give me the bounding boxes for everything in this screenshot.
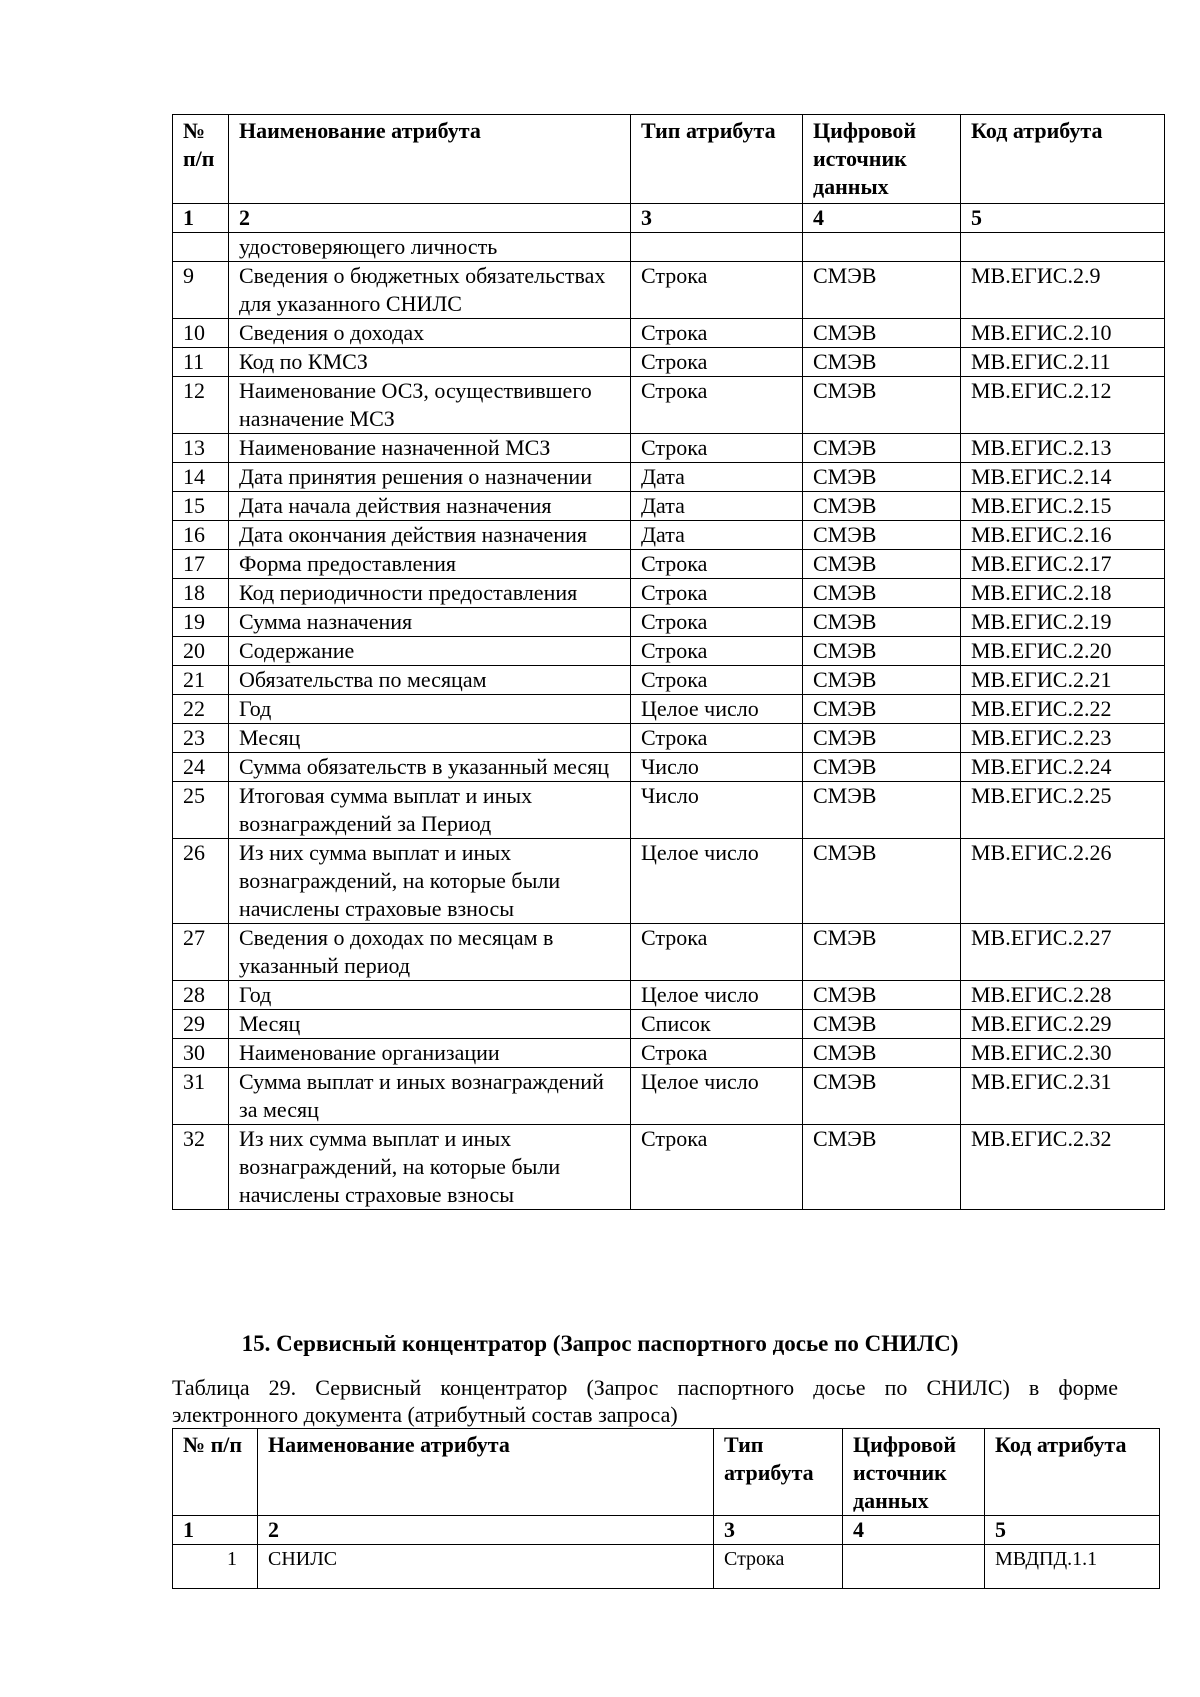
table-cell: МВДПД.1.1 [985,1545,1160,1589]
table-cell: 21 [173,666,229,695]
table-cell: СМЭВ [803,981,961,1010]
table-cell: Дата начала действия назначения [229,492,631,521]
table-row [173,1068,1165,1125]
table-cell: МВ.ЕГИС.2.27 [961,924,1165,981]
table-cell: СМЭВ [803,637,961,666]
column-number: 5 [985,1516,1160,1545]
table-cell: 9 [173,262,229,319]
table-row [173,724,1165,753]
table-cell: Код периодичности предоставления [229,579,631,608]
table-cell: 25 [173,782,229,839]
header-number: № п/п [173,115,229,204]
table-header-row [173,115,1165,204]
column-number: 4 [843,1516,985,1545]
header-attribute-name: Наименование атрибута [229,115,631,204]
table-cell: 29 [173,1010,229,1039]
table-cell: Обязательства по месяцам [229,666,631,695]
section-heading: 15. Сервисный концентратор (Запрос паспортного досье по СНИЛС) [241,1331,959,1356]
table-cell: 28 [173,981,229,1010]
table-row [173,377,1165,434]
table-cell: МВ.ЕГИС.2.12 [961,377,1165,434]
header-attribute-type: Тип атрибута [631,115,803,204]
table-cell: 18 [173,579,229,608]
table-cell: МВ.ЕГИС.2.29 [961,1010,1165,1039]
table-cell: 15 [173,492,229,521]
table-cell: 13 [173,434,229,463]
table-cell [631,233,803,262]
table-cell: МВ.ЕГИС.2.30 [961,1039,1165,1068]
table-cell: Форма предоставления [229,550,631,579]
table-cell: СМЭВ [803,434,961,463]
table-cell: 19 [173,608,229,637]
table-cell: Сведения о бюджетных обязательствах для указанного СНИЛС [229,262,631,319]
table-cell: СМЭВ [803,521,961,550]
header-number: № п/п [173,1429,258,1516]
table-cell: Список [631,1010,803,1039]
table-cell: 32 [173,1125,229,1210]
table-cell: удостоверяющего личность [229,233,631,262]
table-cell: Строка [631,434,803,463]
column-number: 2 [258,1516,714,1545]
header-attribute-code: Код атрибута [985,1429,1160,1516]
table-cell: Сведения о доходах по месяцам в указанный период [229,924,631,981]
table-cell: СМЭВ [803,924,961,981]
table-cell: Строка [631,608,803,637]
table-cell [961,233,1165,262]
table-row [173,463,1165,492]
table-row [173,782,1165,839]
table-cell: СМЭВ [803,782,961,839]
table-row [173,637,1165,666]
attributes-table-continued [172,114,1165,1210]
table-cell: Дата окончания действия назначения [229,521,631,550]
table-cell: 30 [173,1039,229,1068]
column-number: 3 [714,1516,843,1545]
table-cell: Из них сумма выплат и иных вознаграждений, на которые были начислены страховые взносы [229,1125,631,1210]
table-header-row [173,1429,1160,1516]
table-cell: Строка [631,666,803,695]
table-cell: Строка [631,1039,803,1068]
table-cell: МВ.ЕГИС.2.13 [961,434,1165,463]
table-cell: Содержание [229,637,631,666]
table-row [173,579,1165,608]
table-cell: МВ.ЕГИС.2.28 [961,981,1165,1010]
table-cell: Сумма выплат и иных вознаграждений за месяц [229,1068,631,1125]
table-cell: МВ.ЕГИС.2.21 [961,666,1165,695]
header-data-source: Цифровой источник данных [803,115,961,204]
table-cell: 12 [173,377,229,434]
table-cell: СМЭВ [803,348,961,377]
table-cell: СМЭВ [803,579,961,608]
table-cell: 22 [173,695,229,724]
table-cell: МВ.ЕГИС.2.14 [961,463,1165,492]
table-row [173,1039,1165,1068]
table-cell: 17 [173,550,229,579]
table-cell: СМЭВ [803,666,961,695]
table-cell: Дата [631,492,803,521]
table-row [173,492,1165,521]
table-cell: 16 [173,521,229,550]
table-cell [843,1545,985,1589]
table-cell: 1 [173,1545,258,1589]
table-row [173,262,1165,319]
table-cell: Код по КМСЗ [229,348,631,377]
table-cell: МВ.ЕГИС.2.16 [961,521,1165,550]
table-row [173,981,1165,1010]
table-row [173,319,1165,348]
table-caption [172,1374,1118,1428]
table-cell: Строка [631,724,803,753]
table-cell: Строка [631,579,803,608]
table-cell: МВ.ЕГИС.2.25 [961,782,1165,839]
table-cell: Целое число [631,981,803,1010]
table-cell: МВ.ЕГИС.2.24 [961,753,1165,782]
column-number: 5 [961,204,1165,233]
table-cell: Из них сумма выплат и иных вознаграждений, на которые были начислены страховые взносы [229,839,631,924]
header-attribute-type: Тип атрибута [714,1429,843,1516]
table-cell: МВ.ЕГИС.2.31 [961,1068,1165,1125]
table-cell: Строка [631,348,803,377]
table-cell: МВ.ЕГИС.2.26 [961,839,1165,924]
table-row [173,924,1165,981]
table-cell: МВ.ЕГИС.2.15 [961,492,1165,521]
column-number: 2 [229,204,631,233]
table-row [173,753,1165,782]
table-cell: Строка [714,1545,843,1589]
table-cell: Наименование назначенной МСЗ [229,434,631,463]
table-cell: Число [631,782,803,839]
table-cell: Строка [631,319,803,348]
header-attribute-code: Код атрибута [961,115,1165,204]
table-caption-line: электронного документа (атрибутный состав запроса) [172,1402,678,1427]
table-cell: Целое число [631,1068,803,1125]
table-cell: МВ.ЕГИС.2.9 [961,262,1165,319]
table-row [173,666,1165,695]
table-cell: Строка [631,637,803,666]
table-cell: Целое число [631,695,803,724]
table-cell: Наименование ОСЗ, осуществившего назначение МСЗ [229,377,631,434]
table-cell: 14 [173,463,229,492]
table-cell: СНИЛС [258,1545,714,1589]
table-row [173,550,1165,579]
table-cell: СМЭВ [803,695,961,724]
table-row [173,839,1165,924]
table-cell: Строка [631,262,803,319]
table-cell: Дата принятия решения о назначении [229,463,631,492]
table-cell: МВ.ЕГИС.2.32 [961,1125,1165,1210]
table-cell: Дата [631,463,803,492]
table-cell: Наименование организации [229,1039,631,1068]
table-cell: МВ.ЕГИС.2.20 [961,637,1165,666]
header-attribute-name: Наименование атрибута [258,1429,714,1516]
table-cell: СМЭВ [803,608,961,637]
table-cell: Число [631,753,803,782]
table-cell: СМЭВ [803,1039,961,1068]
table-cell: Сведения о доходах [229,319,631,348]
table-cell: МВ.ЕГИС.2.19 [961,608,1165,637]
table-cell: СМЭВ [803,550,961,579]
table-cell: СМЭВ [803,839,961,924]
table-row [173,1125,1165,1210]
table-cell: СМЭВ [803,724,961,753]
column-number: 4 [803,204,961,233]
table-cell: Месяц [229,1010,631,1039]
table-cell: МВ.ЕГИС.2.18 [961,579,1165,608]
table-cell: Сумма обязательств в указанный месяц [229,753,631,782]
table-cell: МВ.ЕГИС.2.22 [961,695,1165,724]
table-cell: 20 [173,637,229,666]
table-cell: 10 [173,319,229,348]
table-cell [173,233,229,262]
column-number-row [173,204,1165,233]
table-cell: 11 [173,348,229,377]
table-cell: СМЭВ [803,262,961,319]
table-cell: МВ.ЕГИС.2.17 [961,550,1165,579]
table-row [173,695,1165,724]
header-data-source: Цифровой источник данных [843,1429,985,1516]
table-cell: СМЭВ [803,463,961,492]
table-cell [803,233,961,262]
table-cell: 26 [173,839,229,924]
column-number: 1 [173,204,229,233]
table-row [173,1545,1160,1589]
table-cell: МВ.ЕГИС.2.11 [961,348,1165,377]
table-row [173,1010,1165,1039]
table-cell: СМЭВ [803,377,961,434]
table-row [173,434,1165,463]
table-cell: Строка [631,924,803,981]
table-cell: СМЭВ [803,1125,961,1210]
table-cell: СМЭВ [803,319,961,348]
table-cell: 27 [173,924,229,981]
table-row [173,521,1165,550]
table-cell: МВ.ЕГИС.2.23 [961,724,1165,753]
table-cell: Сумма назначения [229,608,631,637]
table-cell: МВ.ЕГИС.2.10 [961,319,1165,348]
table-cell: 24 [173,753,229,782]
table-cell: Строка [631,377,803,434]
table-row [173,233,1165,262]
table-cell: СМЭВ [803,753,961,782]
table-cell: Год [229,695,631,724]
table-cell: Целое число [631,839,803,924]
table-cell: 23 [173,724,229,753]
table-cell: Год [229,981,631,1010]
table-caption-line: Таблица 29. Сервисный концентратор (Запрос паспортного досье по СНИЛС) в форме [172,1375,1118,1400]
passport-request-attributes-table [172,1428,1160,1589]
table-cell: Месяц [229,724,631,753]
table-cell: СМЭВ [803,1010,961,1039]
table-row [173,348,1165,377]
table-cell: Строка [631,550,803,579]
column-number: 3 [631,204,803,233]
table-row [173,608,1165,637]
column-number: 1 [173,1516,258,1545]
table-cell: СМЭВ [803,492,961,521]
table-cell: Дата [631,521,803,550]
table-cell: 31 [173,1068,229,1125]
table-cell: СМЭВ [803,1068,961,1125]
column-number-row [173,1516,1160,1545]
table-cell: Строка [631,1125,803,1210]
table-cell: Итоговая сумма выплат и иных вознаграждений за Период [229,782,631,839]
